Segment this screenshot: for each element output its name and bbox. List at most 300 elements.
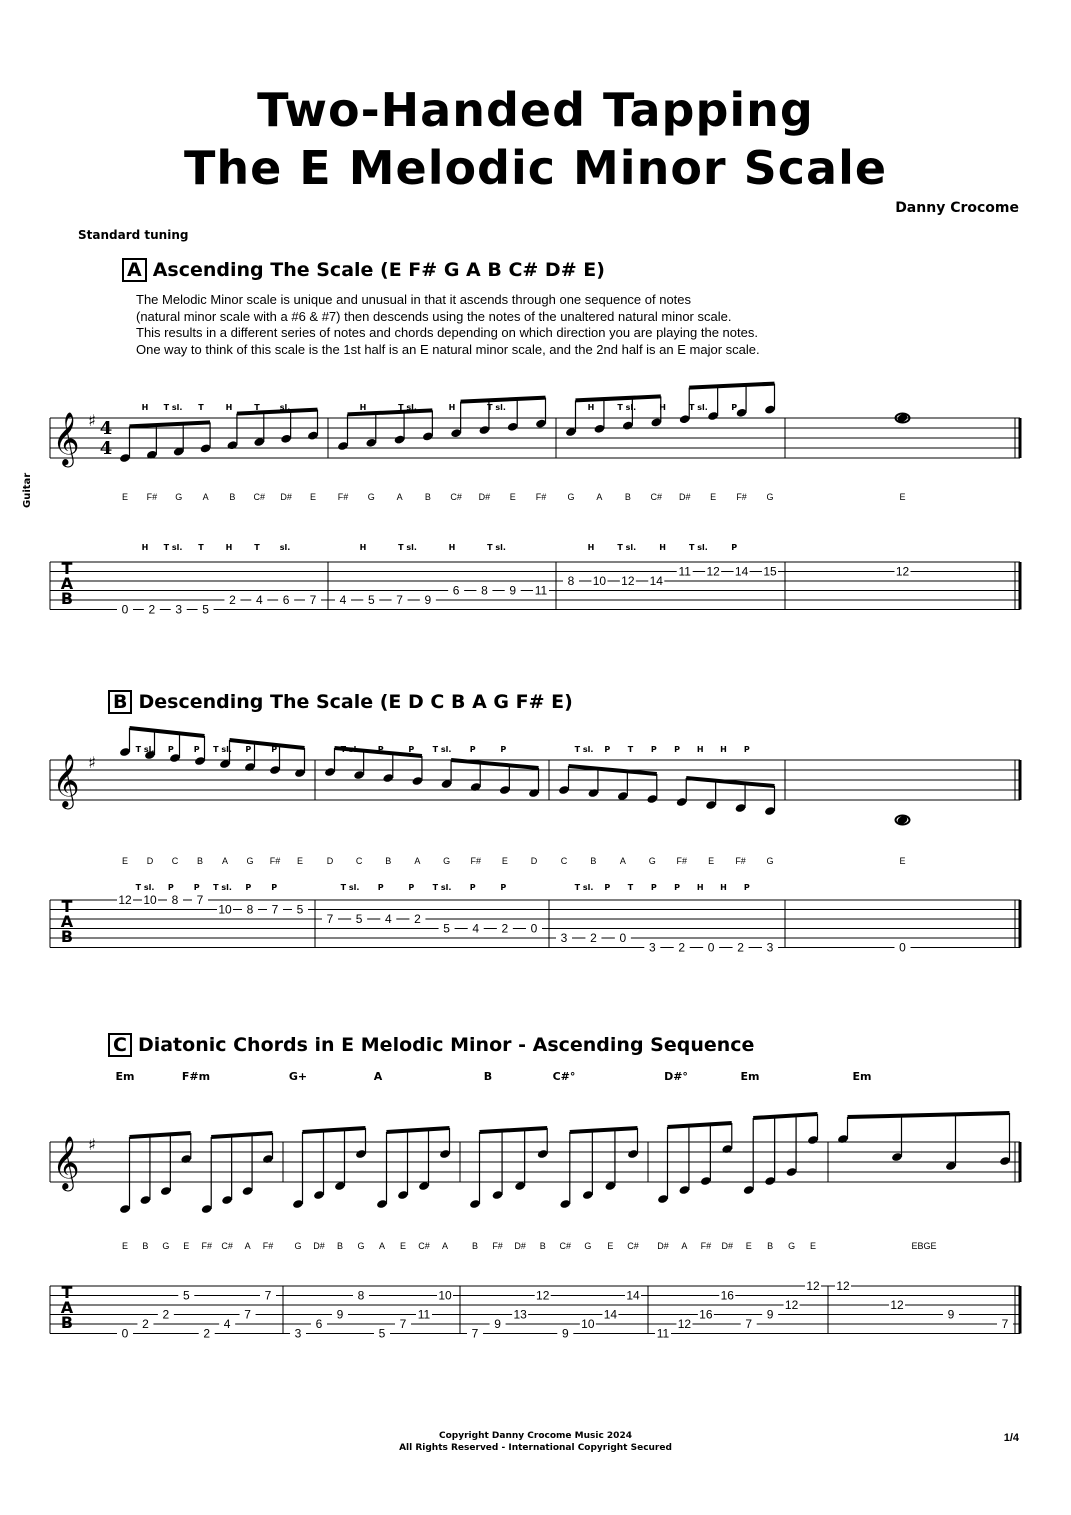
treble-clef-icon: 𝄞	[52, 411, 80, 465]
note-name-label: E	[501, 856, 508, 866]
note-name-label: D	[326, 856, 334, 866]
tab-fret-number: 7	[196, 893, 204, 907]
chord-symbol: Em	[115, 1070, 135, 1083]
time-signature-bottom: 4	[99, 438, 113, 459]
note-name-label: C	[171, 856, 179, 866]
note-name-label: E	[121, 1241, 129, 1251]
technique-marking: P	[604, 745, 611, 754]
note-name-label: F#	[269, 856, 281, 866]
tab-fret-number: 3	[560, 931, 568, 945]
note-name-label: B	[142, 1241, 149, 1251]
tab-fret-number: 0	[707, 940, 715, 955]
instrument-label: Guitar	[22, 472, 33, 508]
technique-marking: H	[448, 543, 456, 552]
tab-fret-number: 2	[590, 931, 597, 945]
note-name-label: C#	[253, 492, 266, 502]
technique-marking: P	[674, 883, 680, 892]
technique-marking: P	[500, 883, 507, 892]
tab-fret-number: 3	[294, 1326, 302, 1341]
technique-marking: P	[271, 883, 278, 892]
technique-marking: H	[587, 403, 595, 412]
tab-clef-letter: A	[60, 912, 74, 931]
note-beam	[237, 410, 318, 414]
technique-marking: H	[720, 745, 727, 754]
technique-marking: T	[627, 883, 634, 892]
chord-symbol: A	[373, 1070, 383, 1083]
technique-marking: P	[408, 745, 415, 754]
section-c-letter: C	[108, 1033, 132, 1057]
tab-fret-number: 7	[326, 912, 334, 926]
technique-marking: T sl.	[487, 543, 506, 552]
tab-fret-number: 3	[648, 940, 656, 955]
note-name-label: E	[309, 492, 317, 502]
tab-fret-number: 8	[481, 583, 488, 598]
technique-marking: H	[659, 403, 666, 412]
note-name-label: B	[767, 1241, 774, 1251]
technique-marking: P	[193, 745, 200, 754]
note-beam	[668, 1123, 732, 1127]
note-name-label: E	[710, 492, 717, 502]
note-beam	[848, 1113, 1010, 1117]
technique-marking: H	[359, 403, 367, 412]
technique-marking: T sl.	[213, 883, 232, 892]
tab-fret-number: 9	[509, 583, 517, 598]
tab-fret-number: 5	[202, 602, 209, 617]
treble-clef-icon: 𝄞	[52, 1135, 80, 1189]
note-name-label: D#	[657, 1241, 669, 1251]
tab-fret-number: 12	[836, 1279, 850, 1293]
tab-fret-number: 12	[890, 1298, 904, 1312]
tab-fret-number: 4	[472, 921, 480, 936]
note-name-label: F#	[735, 856, 746, 866]
note-name-label: F#	[201, 1241, 212, 1251]
note-name-label: B	[336, 1241, 344, 1251]
note-name-label: C	[355, 856, 363, 866]
tab-fret-number: 10	[592, 574, 607, 588]
technique-marking: T sl.	[689, 403, 708, 412]
tab-fret-number: 4	[223, 1317, 231, 1331]
note-name-label: C#	[418, 1241, 430, 1251]
tab-fret-number: 12	[806, 1279, 820, 1293]
note-name-label: D	[530, 856, 538, 866]
tab-fret-number: 5	[182, 1288, 190, 1303]
technique-marking: P	[650, 745, 657, 754]
note-name-label: F#	[337, 492, 349, 502]
tab-fret-number: 14	[626, 1288, 640, 1303]
note-beam	[211, 1133, 272, 1137]
tab-fret-number: 9	[424, 593, 432, 607]
note-name-label: G	[766, 856, 774, 866]
tab-clef-letter: B	[60, 1313, 74, 1332]
tab-fret-number: 12	[621, 574, 635, 588]
note-name-label: F#	[700, 1241, 712, 1251]
technique-marking: T sl.	[398, 543, 417, 552]
note-beam	[480, 1128, 548, 1132]
tab-fret-number: 8	[357, 1288, 365, 1303]
tab-fret-number: 15	[763, 564, 777, 579]
note-name-label: D#	[280, 492, 292, 502]
technique-marking: H	[141, 543, 149, 552]
note-name-label: G	[648, 856, 656, 866]
tab-clef-letter: T	[61, 897, 73, 916]
technique-marking: T sl.	[574, 883, 594, 892]
note-name-label: E	[899, 856, 906, 866]
note-name-label: C#	[221, 1241, 233, 1251]
technique-marking: P	[245, 883, 252, 892]
note-name-label: G	[443, 856, 451, 866]
note-name-label: F#	[470, 856, 481, 866]
note-name-label: A	[378, 1241, 386, 1251]
time-signature-top: 4	[99, 418, 113, 439]
tab-fret-number: 10	[218, 902, 232, 917]
technique-marking: H	[696, 745, 704, 754]
tab-fret-number: 0	[619, 931, 627, 945]
tab-fret-number: 2	[203, 1326, 211, 1341]
note-name-label: A	[244, 1241, 251, 1251]
tab-fret-number: 7	[264, 1288, 272, 1303]
tab-clef-letter: T	[61, 1283, 73, 1302]
technique-marking: T sl.	[617, 543, 637, 552]
tab-fret-number: 4	[339, 593, 347, 607]
tab-fret-number: 9	[336, 1307, 344, 1322]
technique-marking: P	[271, 745, 278, 754]
note-name-label: D#	[514, 1241, 526, 1251]
tab-fret-number: 12	[784, 1298, 799, 1312]
tab-clef-letter: A	[60, 1298, 74, 1317]
title-line-1: Two-Handed Tapping	[257, 83, 814, 137]
tab-fret-number: 7	[745, 1317, 753, 1331]
note-name-label: G	[162, 1241, 170, 1251]
note-name-label: G	[567, 492, 575, 502]
tab-fret-number: 9	[766, 1307, 774, 1322]
note-name-label: E	[296, 856, 304, 866]
tab-fret-number: 7	[471, 1326, 479, 1341]
technique-marking: T	[627, 745, 634, 754]
note-name-label: A	[202, 492, 209, 502]
note-name-label: B	[229, 492, 236, 502]
note-name-label: G	[788, 1241, 796, 1251]
note-beam	[753, 1114, 817, 1118]
technique-marking: P	[408, 883, 415, 892]
key-signature-sharp-icon: ♯	[88, 753, 96, 772]
tab-fret-number: 9	[947, 1307, 955, 1322]
tab-fret-number: 12	[706, 564, 720, 579]
note-name-label: B	[471, 1241, 479, 1251]
copyright-footer	[0, 1430, 1071, 1454]
tab-fret-number: 3	[766, 940, 774, 955]
note-beam	[576, 396, 661, 400]
technique-marking: H	[225, 403, 233, 412]
technique-marking: P	[193, 883, 200, 892]
note-name-label: D#	[478, 492, 491, 502]
tab-fret-number: 5	[443, 921, 450, 936]
chord-symbol: D#°	[664, 1070, 688, 1083]
section-b-title: Descending The Scale (E D C B A G F# E)	[138, 691, 573, 713]
note-name-label: E	[809, 1241, 817, 1251]
tab-fret-number: 6	[315, 1317, 323, 1331]
note-beam	[387, 1128, 450, 1132]
note-name-label: A	[619, 856, 626, 866]
chord-symbol: F#m	[181, 1070, 211, 1083]
tab-fret-number: 4	[255, 593, 263, 607]
title-line-2: The E Melodic Minor Scale	[183, 141, 888, 195]
page-number: 1/4	[1003, 1432, 1019, 1444]
tab-fret-number: 5	[355, 912, 363, 926]
tab-fret-number: 16	[720, 1288, 734, 1303]
tab-fret-number: 6	[282, 593, 290, 607]
technique-marking: P	[469, 883, 476, 892]
tab-fret-number: 0	[530, 921, 538, 936]
tab-fret-number: 2	[501, 921, 509, 936]
note-name-label: C#	[559, 1241, 572, 1251]
tab-clef-letter: T	[61, 559, 73, 578]
tab-fret-number: 10	[438, 1288, 452, 1303]
note-name-label: F#	[676, 856, 687, 866]
technique-marking: H	[587, 543, 595, 552]
note-name-label: C#	[650, 492, 663, 502]
section-a-letter: A	[122, 258, 147, 282]
note-name-label: B	[624, 492, 631, 502]
note-beam	[689, 384, 774, 388]
tab-fret-number: 2	[414, 912, 421, 926]
tuning-label: Standard tuning	[78, 228, 189, 242]
technique-marking: T sl.	[487, 403, 506, 412]
note-beam	[451, 760, 538, 768]
note-name-label: D#	[678, 492, 691, 502]
tab-fret-number: 2	[162, 1307, 170, 1322]
treble-clef-icon: 𝄞	[52, 753, 80, 807]
note-name-label: C#	[450, 492, 462, 502]
tab-fret-number: 11	[534, 583, 548, 598]
technique-marking: P	[245, 745, 252, 754]
chord-symbol: C#°	[552, 1070, 576, 1083]
note-name-label: A	[414, 856, 421, 866]
tab-fret-number: 0	[121, 1326, 129, 1341]
technique-marking: H	[720, 883, 727, 892]
tab-fret-number: 16	[699, 1307, 713, 1322]
technique-marking: T sl.	[432, 883, 452, 892]
tab-fret-number: 12	[536, 1288, 550, 1303]
note-name-label: D#	[313, 1241, 325, 1251]
tab-fret-number: 7	[399, 1317, 407, 1331]
tab-fret-number: 10	[143, 893, 157, 907]
technique-marking: P	[731, 403, 738, 412]
note-name-label: E	[399, 1241, 407, 1251]
note-beam	[303, 1128, 366, 1132]
note-name-label: E	[183, 1241, 190, 1251]
note-name-label: B	[539, 1241, 546, 1251]
tab-fret-number: 11	[656, 1326, 670, 1341]
composer: Danny Crocome	[895, 200, 1019, 216]
tab-clef-letter: A	[60, 574, 74, 593]
note-beam	[130, 728, 205, 736]
note-name-label: A	[596, 492, 603, 502]
note-beam	[230, 740, 305, 748]
note-name-label: F#	[262, 1241, 274, 1251]
tab-fret-number: 5	[296, 902, 304, 917]
tab-fret-number: 5	[378, 1326, 386, 1341]
note-name-label: G	[357, 1241, 365, 1251]
note-name-label: B	[424, 492, 431, 502]
note-name-label: D#	[721, 1241, 734, 1251]
chord-symbol: G+	[288, 1070, 308, 1083]
description-line: This results in a different series of notes and chords depending on which direction you are playing the notes.	[136, 325, 758, 340]
note-name-label: G	[367, 492, 375, 502]
note-beam	[130, 422, 211, 426]
tab-fret-number: 0	[899, 940, 906, 955]
technique-marking: sl.	[279, 543, 291, 552]
tab-fret-number: 7	[396, 593, 403, 607]
chord-symbol: Em	[740, 1070, 760, 1083]
note-name-label: F#	[492, 1241, 503, 1251]
tab-fret-number: 10	[581, 1317, 595, 1331]
tab-fret-number: 3	[175, 602, 183, 617]
note-name-label: G	[246, 856, 254, 866]
note-name-label: E	[509, 492, 516, 502]
tab-fret-number: 12	[677, 1317, 692, 1331]
tab-fret-number: 2	[678, 940, 686, 955]
technique-marking: P	[674, 745, 680, 754]
technique-marking: T	[198, 403, 204, 412]
technique-marking: T sl.	[163, 543, 183, 552]
description-line: The Melodic Minor scale is unique and unusual in that it ascends through one sequence of notes	[136, 292, 692, 307]
technique-marking: H	[141, 403, 149, 412]
note-name-label: C#	[627, 1241, 639, 1251]
note-name-label: E	[121, 856, 129, 866]
tab-fret-number: 7	[271, 902, 279, 917]
technique-marking: P	[377, 745, 384, 754]
chord-symbol: B	[483, 1070, 493, 1083]
note-name-label: B	[385, 856, 392, 866]
tab-fret-number: 5	[367, 593, 375, 607]
section-b-letter: B	[108, 690, 132, 714]
technique-marking: P	[469, 745, 476, 754]
technique-marking: H	[696, 883, 704, 892]
key-signature-sharp-icon: ♯	[88, 1135, 96, 1154]
tab-fret-number: 2	[737, 940, 744, 955]
technique-marking: P	[650, 883, 657, 892]
technique-marking: T sl.	[689, 543, 708, 552]
tab-fret-number: 7	[1001, 1317, 1009, 1331]
note-name-label: E	[121, 492, 129, 502]
technique-marking: P	[500, 745, 507, 754]
technique-marking: T	[254, 543, 260, 552]
tab-fret-number: 14	[603, 1307, 618, 1322]
tab-fret-number: 2	[142, 1317, 149, 1331]
technique-marking: P	[167, 883, 174, 892]
tab-fret-number: 9	[494, 1317, 501, 1331]
key-signature-sharp-icon: ♯	[88, 411, 96, 430]
note-name-label: F#	[736, 492, 747, 502]
technique-marking: T sl.	[163, 403, 183, 412]
note-name-label: E	[745, 1241, 752, 1251]
note-name-label: E	[607, 1241, 614, 1251]
tab-fret-number: 12	[895, 564, 910, 579]
technique-marking: P	[604, 883, 611, 892]
section-c-title: Diatonic Chords in E Melodic Minor - Ascending Sequence	[137, 1034, 755, 1056]
technique-marking: T sl.	[340, 745, 360, 754]
note-name-label: A	[221, 856, 229, 866]
tab-fret-number: 8	[246, 902, 254, 917]
tab-fret-number: 7	[244, 1307, 251, 1322]
note-name-label: C	[560, 856, 568, 866]
note-name-label: A	[441, 1241, 449, 1251]
note-beam	[130, 1133, 191, 1137]
note-name-label: G	[584, 1241, 592, 1251]
tab-fret-number: 13	[513, 1307, 527, 1322]
technique-marking: T	[254, 403, 260, 412]
technique-marking: T sl.	[135, 883, 155, 892]
copyright-line: All Rights Reserved - International Copyright Secured	[399, 1443, 672, 1453]
note-name-label: D	[146, 856, 154, 866]
tab-fret-number: 4	[384, 912, 392, 926]
tab-fret-number: 7	[309, 593, 317, 607]
tab-fret-number: 2	[229, 593, 236, 607]
tab-fret-number: 8	[567, 574, 575, 588]
note-name-label: B	[196, 856, 204, 866]
tab-fret-number: 0	[121, 602, 129, 617]
copyright-line: Copyright Danny Crocome Music 2024	[439, 1431, 632, 1441]
note-name-label: G	[766, 492, 774, 502]
note-name-label: F#	[146, 492, 158, 502]
note-name-label: G	[175, 492, 183, 502]
tab-fret-number: 11	[417, 1307, 431, 1322]
note-name-label: G	[294, 1241, 302, 1251]
technique-marking: P	[377, 883, 384, 892]
technique-marking: H	[359, 543, 367, 552]
technique-marking: T	[198, 543, 204, 552]
tab-clef-letter: B	[60, 589, 74, 608]
tab-fret-number: 11	[678, 564, 691, 579]
tab-clef-letter: B	[60, 927, 74, 946]
section-a-title: Ascending The Scale (E F# G A B C# D# E)	[152, 259, 605, 281]
technique-marking: H	[225, 543, 233, 552]
note-beam	[461, 398, 546, 402]
technique-marking: P	[743, 883, 750, 892]
note-name-label: EBGE	[911, 1241, 937, 1251]
note-name-label: E	[708, 856, 715, 866]
technique-marking: T sl.	[340, 883, 360, 892]
technique-marking: P	[743, 745, 750, 754]
chord-symbol: Em	[852, 1070, 872, 1083]
tab-fret-number: 2	[148, 602, 156, 617]
note-name-label: F#	[535, 492, 547, 502]
note-name-label: A	[681, 1241, 688, 1251]
technique-marking: T sl.	[617, 403, 637, 412]
note-name-label: B	[590, 856, 597, 866]
technique-marking: P	[731, 543, 738, 552]
technique-marking: sl.	[279, 403, 291, 412]
tab-fret-number: 12	[118, 893, 132, 907]
technique-marking: T sl.	[398, 403, 417, 412]
note-name-label: A	[396, 492, 403, 502]
technique-marking: P	[167, 745, 174, 754]
description-line: One way to think of this scale is the 1st half is an E natural minor scale, and the 2nd half is an E major scale.	[136, 341, 760, 357]
tab-fret-number: 14	[649, 574, 663, 588]
technique-marking: T sl.	[432, 745, 452, 754]
note-name-label: E	[899, 492, 906, 502]
technique-marking: H	[659, 543, 666, 552]
technique-marking: H	[448, 403, 456, 412]
technique-marking: T sl.	[213, 745, 232, 754]
tab-fret-number: 6	[452, 583, 460, 598]
technique-marking: T sl.	[135, 745, 155, 754]
description-line: (natural minor scale with a #6 & #7) then descends using the notes of the unaltered natural minor scale.	[136, 308, 732, 324]
note-beam	[570, 1128, 638, 1132]
technique-marking: T sl.	[574, 745, 594, 754]
tab-fret-number: 14	[734, 564, 749, 579]
tab-fret-number: 8	[171, 893, 179, 907]
